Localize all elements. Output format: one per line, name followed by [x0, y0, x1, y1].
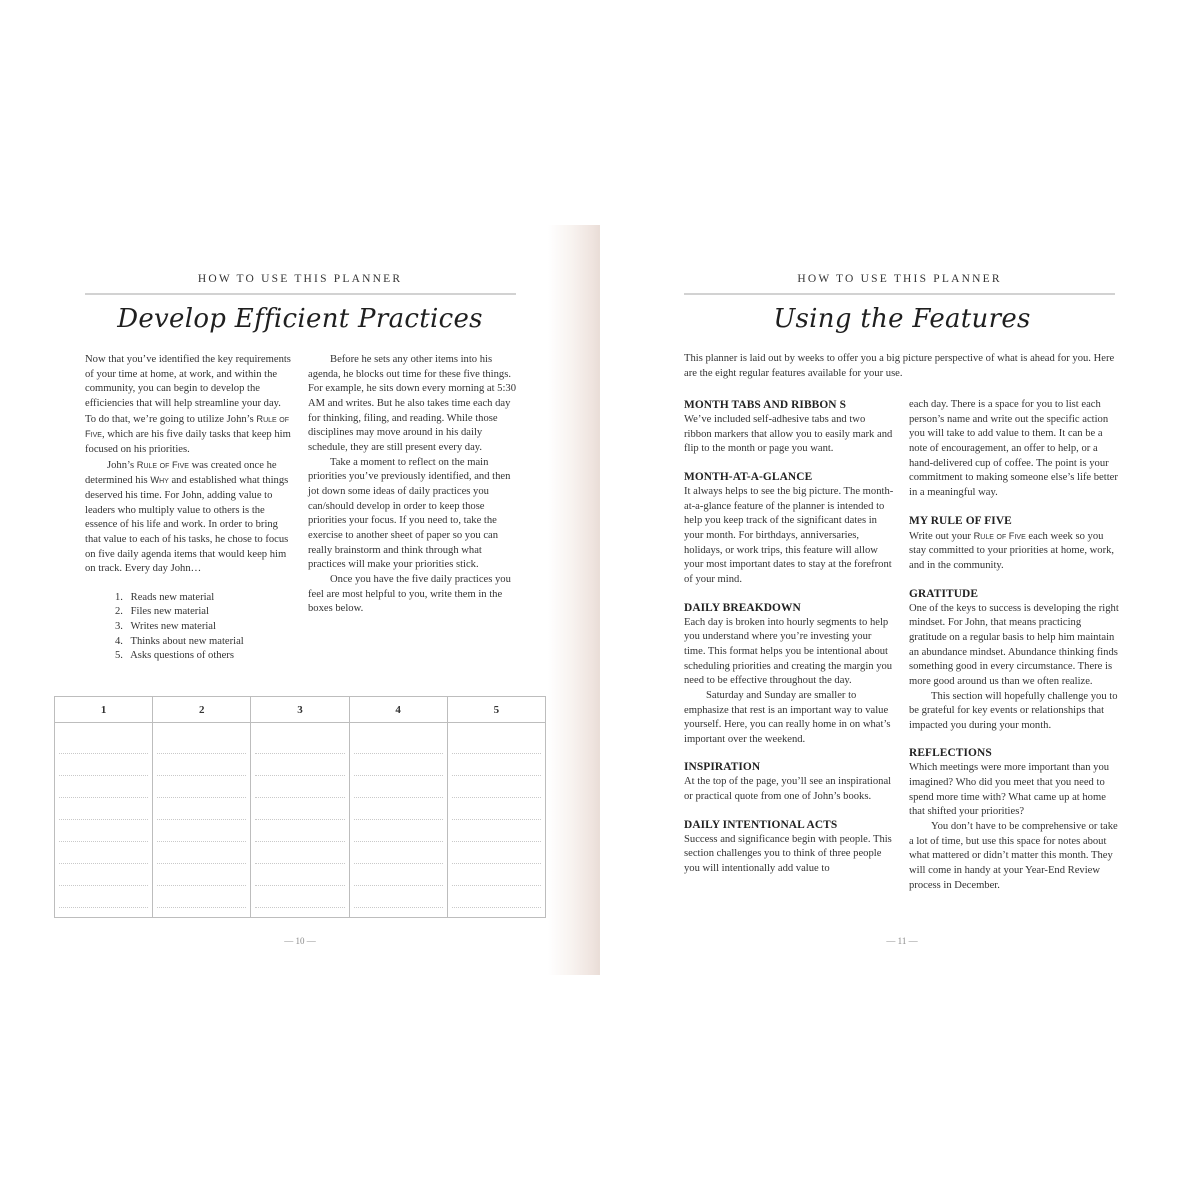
header-rule — [85, 293, 516, 295]
text: Write out your — [909, 530, 974, 542]
dotted-writing-line — [354, 885, 443, 886]
text: John’s — [107, 459, 137, 471]
paragraph: Before he sets any other items into his agenda, he blocks out time for these five things. For example, he sits down every morning at 5:30 AM and writes. But he also takes time each day for thinking, filing, and reading. While those disciplines may move around in his daily schedule, they are still present every day. — [308, 354, 517, 453]
dotted-writing-line — [255, 885, 344, 886]
section-body: It always helps to see the big picture. The month-at-a-glance feature of the planner is intended to help you keep track of the significant dates in your month. For birthdays, anniversaries, holidays, or work trips, this feature will allow your most important dates to stay at the forefront of your mind. — [684, 485, 894, 585]
section-heading: REFLECTIONS — [909, 747, 992, 760]
dotted-writing-line — [354, 907, 443, 908]
dotted-writing-line — [255, 841, 344, 842]
section-body: One of the keys to success is developing the right mindset. For John, that means practicing gratitude on a regular basis to help him maintain an abundance mindset. Abundance thinking finds something good in every circumstance. There is more good around us than we often realize. — [909, 602, 1119, 687]
right-column-2 — [909, 398, 1119, 906]
paragraph — [85, 353, 291, 458]
section-heading: DAILY BREAKDOWN — [684, 601, 801, 614]
dotted-writing-line — [157, 753, 246, 754]
dotted-writing-line — [354, 753, 443, 754]
section-heading: MONTH TABS AND RIBBON S — [684, 399, 847, 411]
dotted-writing-line — [452, 863, 541, 864]
section-body — [909, 529, 1119, 574]
right-page — [600, 0, 1200, 1200]
text: was created once he determined his — [85, 459, 277, 487]
section-rule-of-five — [909, 514, 1119, 574]
dotted-writing-line — [59, 775, 148, 776]
section-body: Which meetings were more important than you imagined? Who did you meet that you need to spend more time with? What came up at home that shifted your priorities? — [909, 762, 1110, 818]
dotted-writing-line — [157, 797, 246, 798]
list-number: 2. — [115, 606, 123, 618]
left-column-2 — [308, 353, 518, 617]
why-smallcaps: Why — [150, 475, 169, 486]
list-item — [115, 605, 291, 620]
dotted-writing-line — [354, 841, 443, 842]
section-daily-breakdown — [684, 601, 894, 748]
column-header: 3 — [251, 697, 349, 723]
list-number: 5. — [115, 650, 123, 662]
section-gratitude — [909, 587, 1119, 734]
practice-box-3[interactable] — [251, 723, 349, 918]
section-body: Saturday and Sunday are smaller to emphasize that rest is an important way to value yourself. Here, you can really home in on what’s important over the weekend. — [684, 689, 891, 745]
list-item — [115, 649, 291, 664]
dotted-writing-line — [452, 775, 541, 776]
page-number: — 10 — — [284, 936, 316, 946]
dotted-writing-line — [452, 907, 541, 908]
section-heading: MY RULE OF FIVE — [909, 514, 1012, 527]
text: and established what things deserved his time. For John, adding value to leaders who multiply value to others is the essence of his life and work. In order to bring that value to each of his tasks, he chose to focus on five daily agenda items that would keep him on track. Every day John… — [85, 475, 289, 575]
page-title: Develop Efficient Practices — [117, 304, 483, 334]
dotted-writing-line — [452, 885, 541, 886]
section-heading: DAILY INTENTIONAL ACTS — [684, 818, 838, 831]
column-header: 4 — [349, 697, 447, 723]
dotted-writing-line — [157, 819, 246, 820]
paragraph: Once you have the five daily practices you feel are most helpful to you, write them in the boxes below. — [308, 573, 511, 615]
section-body: each day. There is a space for you to list each person’s name and write out the specific action you will take to add value to them. It can be a note of encouragement, an offer to help, or a hand-delivered cup of coffee. The point is your commitment to making someone else’s life better in a meaningful way. — [909, 399, 1118, 498]
rule-of-five-smallcaps: Rule of Five — [973, 530, 1026, 541]
practices-table — [54, 696, 546, 918]
table-header-row — [55, 697, 546, 723]
section-body: At the top of the page, you’ll see an inspirational or practical quote from one of John’s books. — [684, 776, 892, 803]
section-heading: MONTH-AT-A-GLANCE — [684, 470, 813, 483]
writing-lines — [59, 723, 148, 917]
dotted-writing-line — [452, 841, 541, 842]
text: , which are his five daily tasks that keep him focused on his priorities. — [85, 429, 291, 455]
daily-tasks-list — [85, 591, 291, 664]
table-body-row — [55, 723, 546, 918]
page-title: Using the Features — [773, 304, 1031, 334]
running-head: HOW TO USE THIS PLANNER — [797, 273, 1002, 285]
list-item — [115, 620, 291, 635]
list-text: Thinks about new material — [130, 635, 244, 647]
practice-box-5[interactable] — [447, 723, 545, 918]
dotted-writing-line — [452, 819, 541, 820]
list-text: Writes new material — [130, 621, 216, 633]
dotted-writing-line — [59, 907, 148, 908]
list-number: 1. — [115, 591, 123, 603]
left-column-1 — [85, 353, 291, 664]
dotted-writing-line — [354, 819, 443, 820]
dotted-writing-line — [354, 863, 443, 864]
section-month-tabs — [684, 398, 894, 457]
section-month-at-a-glance — [684, 470, 894, 588]
writing-lines — [157, 723, 246, 917]
list-text: Reads new material — [130, 591, 215, 603]
dotted-writing-line — [157, 885, 246, 886]
section-body: This section will hopefully challenge you to be grateful for key events or relationships that impacted you during your month. — [909, 690, 1118, 731]
dotted-writing-line — [59, 841, 148, 842]
running-head: HOW TO USE THIS PLANNER — [197, 273, 403, 285]
dotted-writing-line — [354, 775, 443, 776]
list-item — [115, 635, 291, 650]
section-heading: INSPIRATION — [684, 761, 761, 774]
header-rule — [684, 293, 1115, 295]
column-header: 1 — [55, 697, 153, 723]
dotted-writing-line — [59, 819, 148, 820]
dotted-writing-line — [59, 863, 148, 864]
section-reflections — [909, 746, 1119, 893]
text: Now that you’ve identified the key requirements of your time at home, at work, and within the community, you can begin to develop the efficiencies that will help streamline your day. To do that, we’re going to utilize John’s — [85, 354, 291, 425]
dotted-writing-line — [59, 797, 148, 798]
right-column-1 — [684, 398, 894, 890]
dotted-writing-line — [59, 885, 148, 886]
dotted-writing-line — [255, 797, 344, 798]
page-number: — 11 — — [886, 936, 918, 946]
practice-box-4[interactable] — [349, 723, 447, 918]
section-body: You don’t have to be comprehensive or take a lot of time, but use this space for notes about what mattered or didn’t matter this month. They will come in handy at your Year-End Review process in December. — [909, 821, 1118, 891]
dotted-writing-line — [255, 819, 344, 820]
column-header: 2 — [153, 697, 251, 723]
dotted-writing-line — [354, 797, 443, 798]
dotted-writing-line — [157, 775, 246, 776]
dotted-writing-line — [59, 753, 148, 754]
column-header: 5 — [447, 697, 545, 723]
list-item — [115, 591, 291, 606]
dotted-writing-line — [157, 841, 246, 842]
section-body: Each day is broken into hourly segments to help you understand where you’re investing your time. This format helps you be intentional about scheduling priorities and creating the margin you need to be effective throughout the day. — [684, 616, 893, 687]
text: each week so you stay committed to your priorities at home, work, and in the community. — [909, 530, 1115, 571]
section-heading: GRATITUDE — [909, 587, 979, 600]
practice-box-2[interactable] — [153, 723, 251, 918]
rule-of-five-smallcaps: Rule of Five — [136, 459, 189, 470]
dotted-writing-line — [452, 797, 541, 798]
list-text: Files new material — [130, 606, 209, 618]
intro-paragraph: This planner is laid out by weeks to offer you a big picture perspective of what is ahead for you. Here are the eight regular features available for your use. — [684, 353, 1115, 379]
list-number: 3. — [115, 621, 123, 633]
paragraph: Take a moment to reflect on the main priorities you’ve previously identified, and then jot down some ideas of daily practices you can/should develop in order to keep those priorities your focus. If you need to, take the exercise to another sheet of paper so you can really brainstorm and think through what practices will make your priorities stick. — [308, 456, 511, 571]
dotted-writing-line — [255, 907, 344, 908]
dotted-writing-line — [452, 753, 541, 754]
practice-box-1[interactable] — [55, 723, 153, 918]
list-number: 4. — [115, 635, 123, 647]
writing-lines — [452, 723, 541, 917]
list-text: Asks questions of others — [130, 650, 234, 662]
section-daily-intentional-acts-cont — [909, 398, 1119, 501]
writing-lines — [354, 723, 443, 917]
section-inspiration — [684, 760, 894, 804]
dotted-writing-line — [255, 753, 344, 754]
dotted-writing-line — [255, 775, 344, 776]
section-daily-intentional-acts — [684, 818, 894, 877]
writing-lines — [255, 723, 344, 917]
section-body: Success and significance begin with people. This section challenges you to think of three people you will intentionally add value to — [684, 833, 892, 875]
section-body: We’ve included self-adhesive tabs and two ribbon markers that allow you to easily mark and flip to the month or page you want. — [684, 414, 893, 455]
dotted-writing-line — [157, 863, 246, 864]
dotted-writing-line — [157, 907, 246, 908]
paragraph — [85, 458, 291, 577]
rule-of-five-smallcaps: Rule of Five — [85, 413, 290, 440]
dotted-writing-line — [255, 863, 344, 864]
